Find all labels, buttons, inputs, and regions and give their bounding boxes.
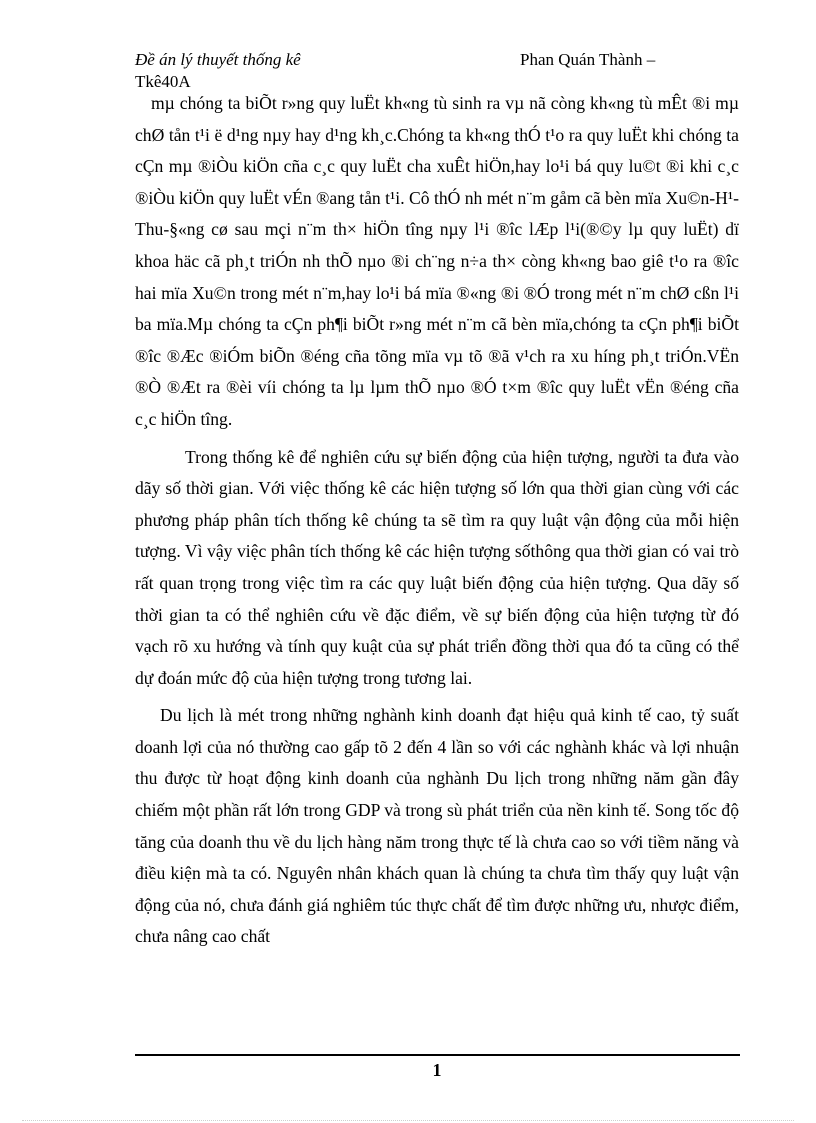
footer-divider	[135, 1054, 740, 1056]
header-title-text: Đề án lý thuyết thống kê	[135, 50, 301, 69]
header-author: Phan Quán Thành –	[520, 50, 656, 69]
paragraph-time-series: Trong thống kê để nghiên cứu sự biến động của hiện tượng, người ta đưa vào dãy số thời gian. Với việc thống kê các hiện tượng số lớn qua thời gian cùng với các phương pháp phân tích thống kê chúng ta sẽ tìm ra quy luật vận động của mỗi hiện tượng. Vì vậy việc phân tích thống kê các hiện tượng sốthông qua thời gian có vai trò rất quan trọng trong việc tìm ra các quy luật biến động của hiện tượng. Qua dãy số thời gian ta có thể nghiên cứu về đặc điểm, về sự biến động của hiện tượng từ đó vạch rõ xu hướng và tính quy kuật của sự phát triển đồng thời qua đó ta cũng có thể dự đoán mức độ của hiện tượng trong tương lai.	[135, 446, 739, 688]
document-body	[135, 88, 739, 953]
header-document-title	[135, 49, 301, 93]
header-class-code: Tkê40A	[135, 72, 191, 91]
paragraph-legacy-encoded: mµ chóng ta biÕt r»ng quy luËt kh«ng tù sinh ra vµ nã còng kh«ng tù mÊt ®i mµ chØ tån t¹i ë d¹ng nµy hay d¹ng kh¸c.Chóng ta kh«ng thÓ t¹o ra quy luËt khi chóng ta cÇn mµ ®iÒu kiÖn cña c¸c quy luËt cha xuÊt hiÖn,hay lo¹i bá quy lu©t ®i khi c¸c ®iÒu kiÖn quy luËt vÉn ®ang tån t¹i. Cô thÓ nh mét n¨m gåm cã bèn mïa Xu©n-H¹-Thu-§«ng cø sau mçi n¨m th× hiÖn tîng nµy l¹i ®îc lÆp l¹i(®©y lµ quy luËt) dï khoa häc cã ph¸t triÓn nh thÕ nµo ®i ch¨ng n÷a th× còng kh«ng bao giê t¹o ra ®îc hai mïa Xu©n trong mét n¨m,hay lo¹i bá mïa ®«ng ®i ®Ó trong mét n¨m chØ cßn l¹i ba mïa.Mµ chóng ta cÇn ph¶i biÕt r»ng mét n¨m cã bèn mïa,chóng ta cÇn ph¶i biÕt ®îc ®Æc ®iÓm biÕn ®éng cña tõng mïa vµ tõ ®ã v¹ch ra xu híng ph¸t triÓn.VËn ®Ò ®Æt ra ®èi víi chóng ta lµ lµm thÕ nµo ®Ó t×m ®îc quy luËt vËn ®éng cña c¸c hiÖn tîng.	[135, 93, 739, 429]
paragraph-tourism: Du lịch là mét trong những nghành kinh doanh đạt hiệu quả kinh tế cao, tỷ suất doanh lợi của nó thường cao gấp tõ 2 đến 4 lần so với các nghành khác và lợi nhuận thu được từ hoạt động kinh doanh của nghành Du lịch trong những năm gần đây chiếm một phần rất lớn trong GDP và trong sù phát triển của nền kinh tế. Song tốc độ tăng của doanh thu về du lịch hàng năm trong thực tế là chưa cao so với tiềm năng và điều kiện mà ta có. Nguyên nhân khách quan là chúng ta chưa tìm thấy quy luật vận động của nó, chưa đánh giá nghiêm túc thực chất để tìm được những ưu, nhược điểm, chưa nâng cao chất	[135, 705, 739, 947]
page-number: 1	[432, 1060, 442, 1080]
page-edge-divider	[22, 1120, 794, 1121]
